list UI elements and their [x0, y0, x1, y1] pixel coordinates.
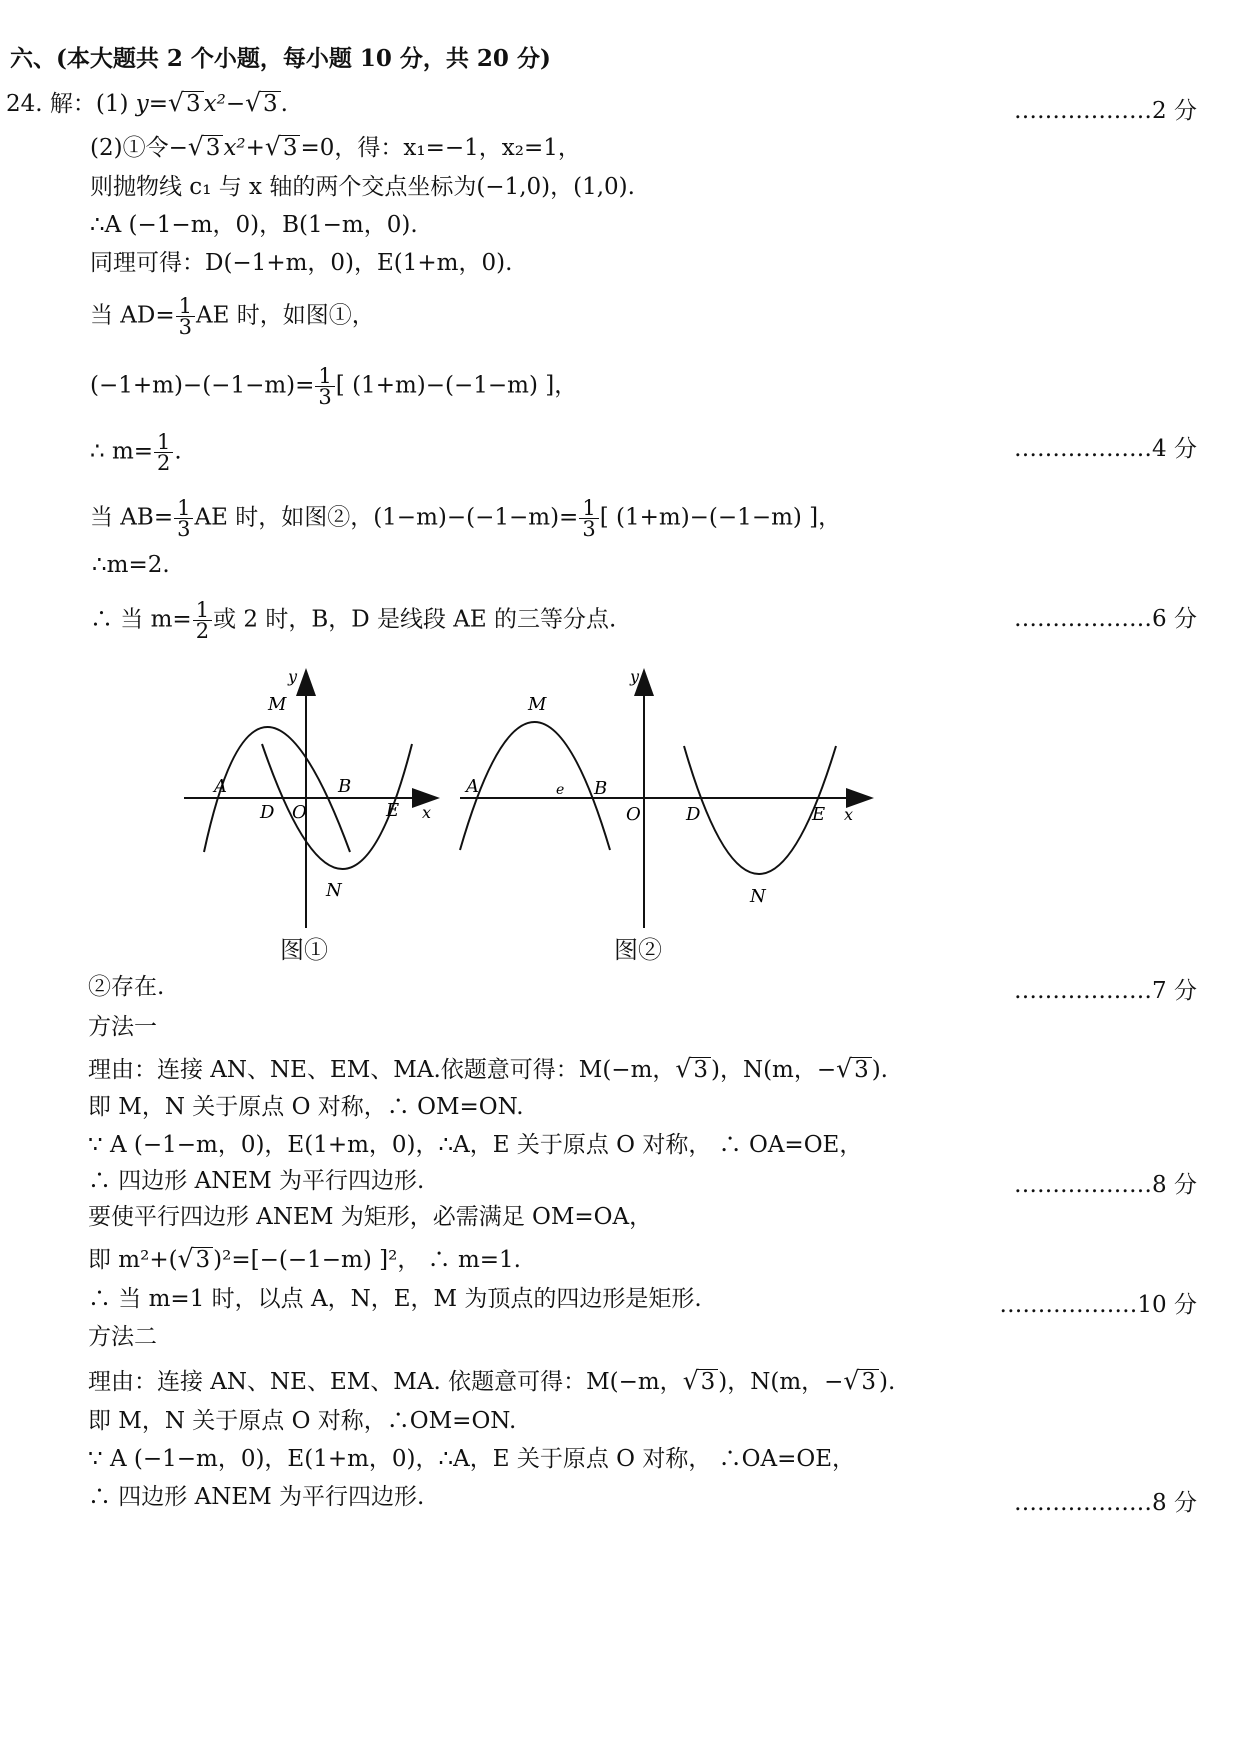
- m2-line-4: ∴ 四边形 ANEM 为平行四边形.: [88, 1484, 425, 1510]
- radicand: 3: [183, 91, 204, 116]
- label-B: B: [338, 776, 352, 797]
- label-N: N: [326, 880, 342, 901]
- label-A: A: [214, 776, 227, 797]
- sqrt-sign: √: [675, 1054, 692, 1083]
- method-2-title: 方法二: [88, 1324, 157, 1350]
- m1-line-4: ∴ 四边形 ANEM 为平行四边形.: [88, 1168, 425, 1194]
- text-part: )，N(m，−: [710, 1057, 837, 1083]
- m2-line-3: ∵ A (−1−m，0)，E(1+m，0)，∴A，E 关于原点 O 对称， ∴OA=OE，: [88, 1446, 856, 1472]
- line-10: ∴m=2.: [92, 552, 170, 578]
- line-11: [90, 600, 616, 641]
- line-8: [90, 432, 182, 473]
- m1-line-2: 即 M，N 关于原点 O 对称，∴ OM=ON.: [88, 1094, 524, 1120]
- sqrt-sign: √: [682, 1366, 699, 1395]
- radicand: 3: [203, 135, 224, 160]
- problem-label: 24. 解：(1): [6, 91, 129, 117]
- line-6: [90, 296, 375, 337]
- fraction: [154, 432, 173, 473]
- text-part: .: [174, 438, 182, 465]
- text-part: x²+: [223, 135, 265, 161]
- score-8b: ………………8 分: [1014, 1490, 1197, 1516]
- line-2: [90, 132, 581, 163]
- text-part: [ (1+m)−(−1−m) ]，: [599, 504, 842, 531]
- denominator: 3: [582, 517, 596, 541]
- radicand: 3: [193, 1247, 214, 1272]
- sqrt-sign: √: [168, 88, 184, 117]
- radicand: 3: [851, 1057, 872, 1082]
- label-B: B: [594, 778, 608, 799]
- method-1-title: 方法一: [88, 1014, 157, 1040]
- m1-line-3: ∵ A (−1−m，0)，E(1+m，0)，∴A，E 关于原点 O 对称， ∴ OA=OE，: [88, 1132, 863, 1158]
- section-header: 六、(本大题共 2 个小题，每小题 10 分，共 20 分): [10, 45, 551, 72]
- numerator: 1: [579, 498, 598, 519]
- label-M: M: [528, 694, 547, 715]
- text-part: =0，得：x₁=−1，x₂=1，: [300, 135, 581, 161]
- sqrt-sign: √: [836, 1054, 853, 1083]
- numerator: 1: [154, 432, 173, 453]
- m1-line-1: [88, 1054, 888, 1085]
- sqrt-sign: √: [264, 132, 281, 161]
- line-4: ∴A (−1−m，0)，B(1−m，0).: [90, 212, 418, 238]
- fraction: [174, 498, 193, 539]
- sqrt-sign: √: [177, 1244, 194, 1273]
- sqrt-sign: √: [245, 88, 262, 117]
- denominator: 3: [178, 315, 193, 339]
- label-A: A: [466, 776, 479, 797]
- label-E: E: [386, 800, 400, 821]
- text-part: 理由：连接 AN、NE、EM、MA.依题意可得：M(−m，: [88, 1057, 676, 1083]
- line-7: [90, 366, 577, 407]
- eq-part: y=: [135, 91, 169, 117]
- label-E: E: [812, 804, 826, 825]
- line-5: 同理可得：D(−1+m，0)，E(1+m，0).: [90, 250, 513, 276]
- m1-line-5: 要使平行四边形 ANEM 为矩形，必需满足 OM=OA，: [88, 1204, 653, 1230]
- text-part: ).: [871, 1057, 888, 1083]
- score-4: ………………4 分: [1014, 436, 1197, 462]
- radicand: 3: [858, 1369, 879, 1394]
- figure-2-graph: [450, 660, 890, 940]
- parabola-c1-shift-left: [460, 722, 610, 850]
- text-part: (−1+m)−(−1−m)=: [90, 372, 315, 399]
- text-part: ∴ 当 m=: [90, 606, 192, 633]
- m2-line-1: [88, 1366, 895, 1397]
- text-part: 当 AD=: [90, 302, 175, 329]
- label-x: x: [844, 805, 854, 824]
- score-8a: ………………8 分: [1014, 1172, 1197, 1198]
- sqrt-sign: √: [187, 132, 204, 161]
- text-part: ∴ m=: [90, 438, 154, 465]
- denominator: 3: [177, 517, 191, 541]
- label-y: y: [630, 667, 640, 686]
- fraction: [193, 600, 212, 641]
- score-10: ………………10 分: [999, 1292, 1197, 1318]
- radicand: 3: [690, 1057, 711, 1082]
- line-9: [90, 498, 841, 539]
- m2-line-2: 即 M，N 关于原点 O 对称，∴OM=ON.: [88, 1408, 517, 1434]
- score-7: ………………7 分: [1014, 978, 1197, 1004]
- caption-fig1: 图①: [280, 936, 328, 964]
- text-part: [ (1+m)−(−1−m) ]，: [335, 372, 578, 399]
- text-part: AE 时，如图②，(1−m)−(−1−m)=: [194, 504, 579, 531]
- denominator: 2: [195, 619, 210, 643]
- m1-line-7: ∴ 当 m=1 时，以点 A，N，E，M 为顶点的四边形是矩形.: [88, 1286, 702, 1312]
- score-2: ………………2 分: [1014, 98, 1197, 124]
- label-M: M: [268, 694, 287, 715]
- denominator: 2: [157, 451, 171, 475]
- label-e: e: [556, 782, 565, 798]
- numerator: 1: [193, 600, 212, 621]
- label-D: D: [260, 802, 275, 823]
- caption-fig2: 图②: [614, 936, 662, 964]
- text-part: (2)①令−: [90, 135, 188, 161]
- numerator: 1: [176, 296, 195, 317]
- radicand: 3: [280, 135, 301, 160]
- radicand: 3: [260, 91, 281, 116]
- text-part: 即 m²+(: [88, 1247, 178, 1273]
- fraction: [176, 296, 195, 337]
- text-part: )²=[−(−1−m) ]²， ∴ m=1.: [213, 1247, 521, 1273]
- label-N: N: [750, 886, 766, 907]
- radicand: 3: [698, 1369, 719, 1394]
- sqrt-sign: √: [843, 1366, 860, 1395]
- score-6: ………………6 分: [1014, 606, 1197, 632]
- text-part: )，N(m，−: [718, 1369, 844, 1395]
- fraction: [315, 366, 334, 407]
- label-D: D: [686, 804, 701, 825]
- line-3: 则抛物线 c₁ 与 x 轴的两个交点坐标为(−1,0)，(1,0).: [90, 174, 635, 200]
- label-x: x: [422, 803, 432, 822]
- label-O: O: [292, 802, 307, 823]
- text-part: ).: [879, 1369, 896, 1395]
- eq-part: x²−: [203, 91, 246, 117]
- text-part: 理由：连接 AN、NE、EM、MA. 依题意可得：M(−m，: [88, 1369, 683, 1395]
- fraction: [579, 498, 598, 539]
- text-part: 或 2 时，B，D 是线段 AE 的三等分点.: [213, 606, 617, 633]
- numerator: 1: [174, 498, 193, 519]
- text-part: 当 AB=: [90, 504, 174, 531]
- text-part: AE 时，如图①，: [196, 302, 375, 329]
- part1-line: [6, 88, 288, 119]
- label-y: y: [288, 667, 298, 686]
- m1-line-6: [88, 1244, 521, 1275]
- figure-1-graph: [180, 660, 460, 940]
- label-O: O: [626, 804, 641, 825]
- numerator: 1: [315, 366, 334, 387]
- line-12: ②存在.: [88, 974, 165, 1000]
- denominator: 3: [318, 385, 332, 409]
- eq-part: .: [280, 91, 288, 117]
